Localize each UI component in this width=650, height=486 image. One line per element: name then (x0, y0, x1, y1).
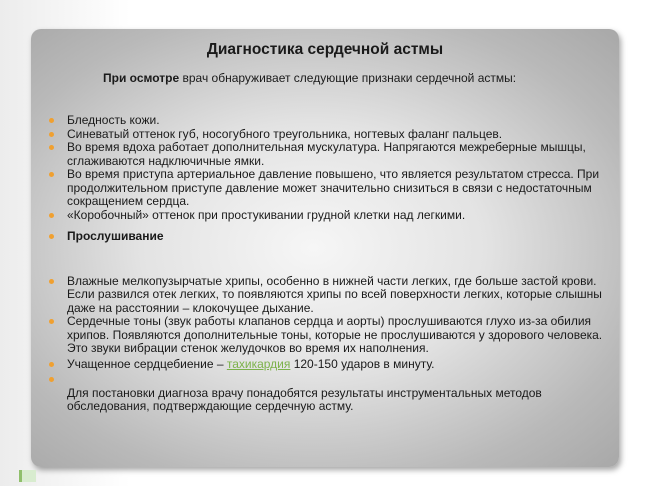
intro-bold: При осмотре (103, 71, 180, 85)
bullet-icon (49, 145, 54, 150)
list-item (49, 141, 615, 168)
bullet-icon (49, 362, 54, 367)
tachycardia-link[interactable]: тахикардия (226, 356, 291, 371)
bullet-icon (49, 118, 54, 123)
bullet-icon (49, 319, 54, 324)
list-item-text: «Коробочный» оттенок при простукивании грудной клетки над легкими. (67, 207, 466, 222)
list-item (49, 315, 615, 356)
list-item (49, 114, 615, 128)
list-item (49, 209, 615, 223)
empty-list-item (49, 373, 615, 387)
slide-title: Диагностика сердечной астмы (206, 41, 444, 58)
content-panel (31, 29, 619, 467)
bullet-icon (49, 172, 54, 177)
intro-text: врач обнаруживает следующие признаки сердечной астмы: (179, 71, 517, 85)
section-heading-auscultation (49, 230, 615, 244)
symptom-list (49, 114, 615, 414)
corner-accent (19, 470, 36, 482)
list-item (49, 168, 615, 209)
list-item-text: Во время приступа артериальное давление повышено, что является результатом стресса. При продолжительном приступе давление может значительно снизиться в связи с недостаточным сокращением сердца. (67, 167, 600, 208)
list-item (49, 358, 615, 372)
list-item-text-before: Учащенное сердцебиение – (67, 356, 227, 371)
list-item-text: Во время вдоха работает дополнительная мускулатура. Напрягаются межреберные мышцы, сглаживаются надключичные ямки. (67, 140, 586, 168)
bullet-icon (49, 279, 54, 284)
list-item-text-after: 120-150 ударов в минуту. (290, 356, 435, 371)
bullet-icon (49, 132, 54, 137)
intro-paragraph (103, 71, 603, 85)
list-item (49, 275, 615, 316)
bullet-icon (49, 234, 54, 239)
section-heading-text: Прослушивание (67, 229, 164, 243)
list-item-text: Сердечные тоны (звук работы клапанов сердца и аорты) прослушиваются глухо из-за обилия хрипов. Появляются дополнительные тоны, которые не прослушиваются у здорового человека. Это звуки вибрации стенок желудочков во время их наполнения. (67, 314, 603, 355)
list-item-text: Влажные мелкопузырчатые хрипы, особенно в нижней части легких, где больше застой крови. Если развился отек легких, то появляются хрипы по всей поверхности легких, которые слышны даже на расстоянии – клокочущее дыхание. (67, 273, 602, 315)
list-item-text: Бледность кожи. (67, 113, 160, 127)
list-item-text: Синеватый оттенок губ, носогубного треугольника, ногтевых фаланг пальцев. (67, 126, 503, 141)
closing-paragraph: Для постановки диагноза врачу понадобятся результаты инструментальных методов обследования, подтверждающие сердечную астму. (67, 385, 542, 413)
bullet-icon (49, 213, 54, 218)
list-item (49, 128, 615, 142)
bullet-icon (49, 377, 54, 382)
